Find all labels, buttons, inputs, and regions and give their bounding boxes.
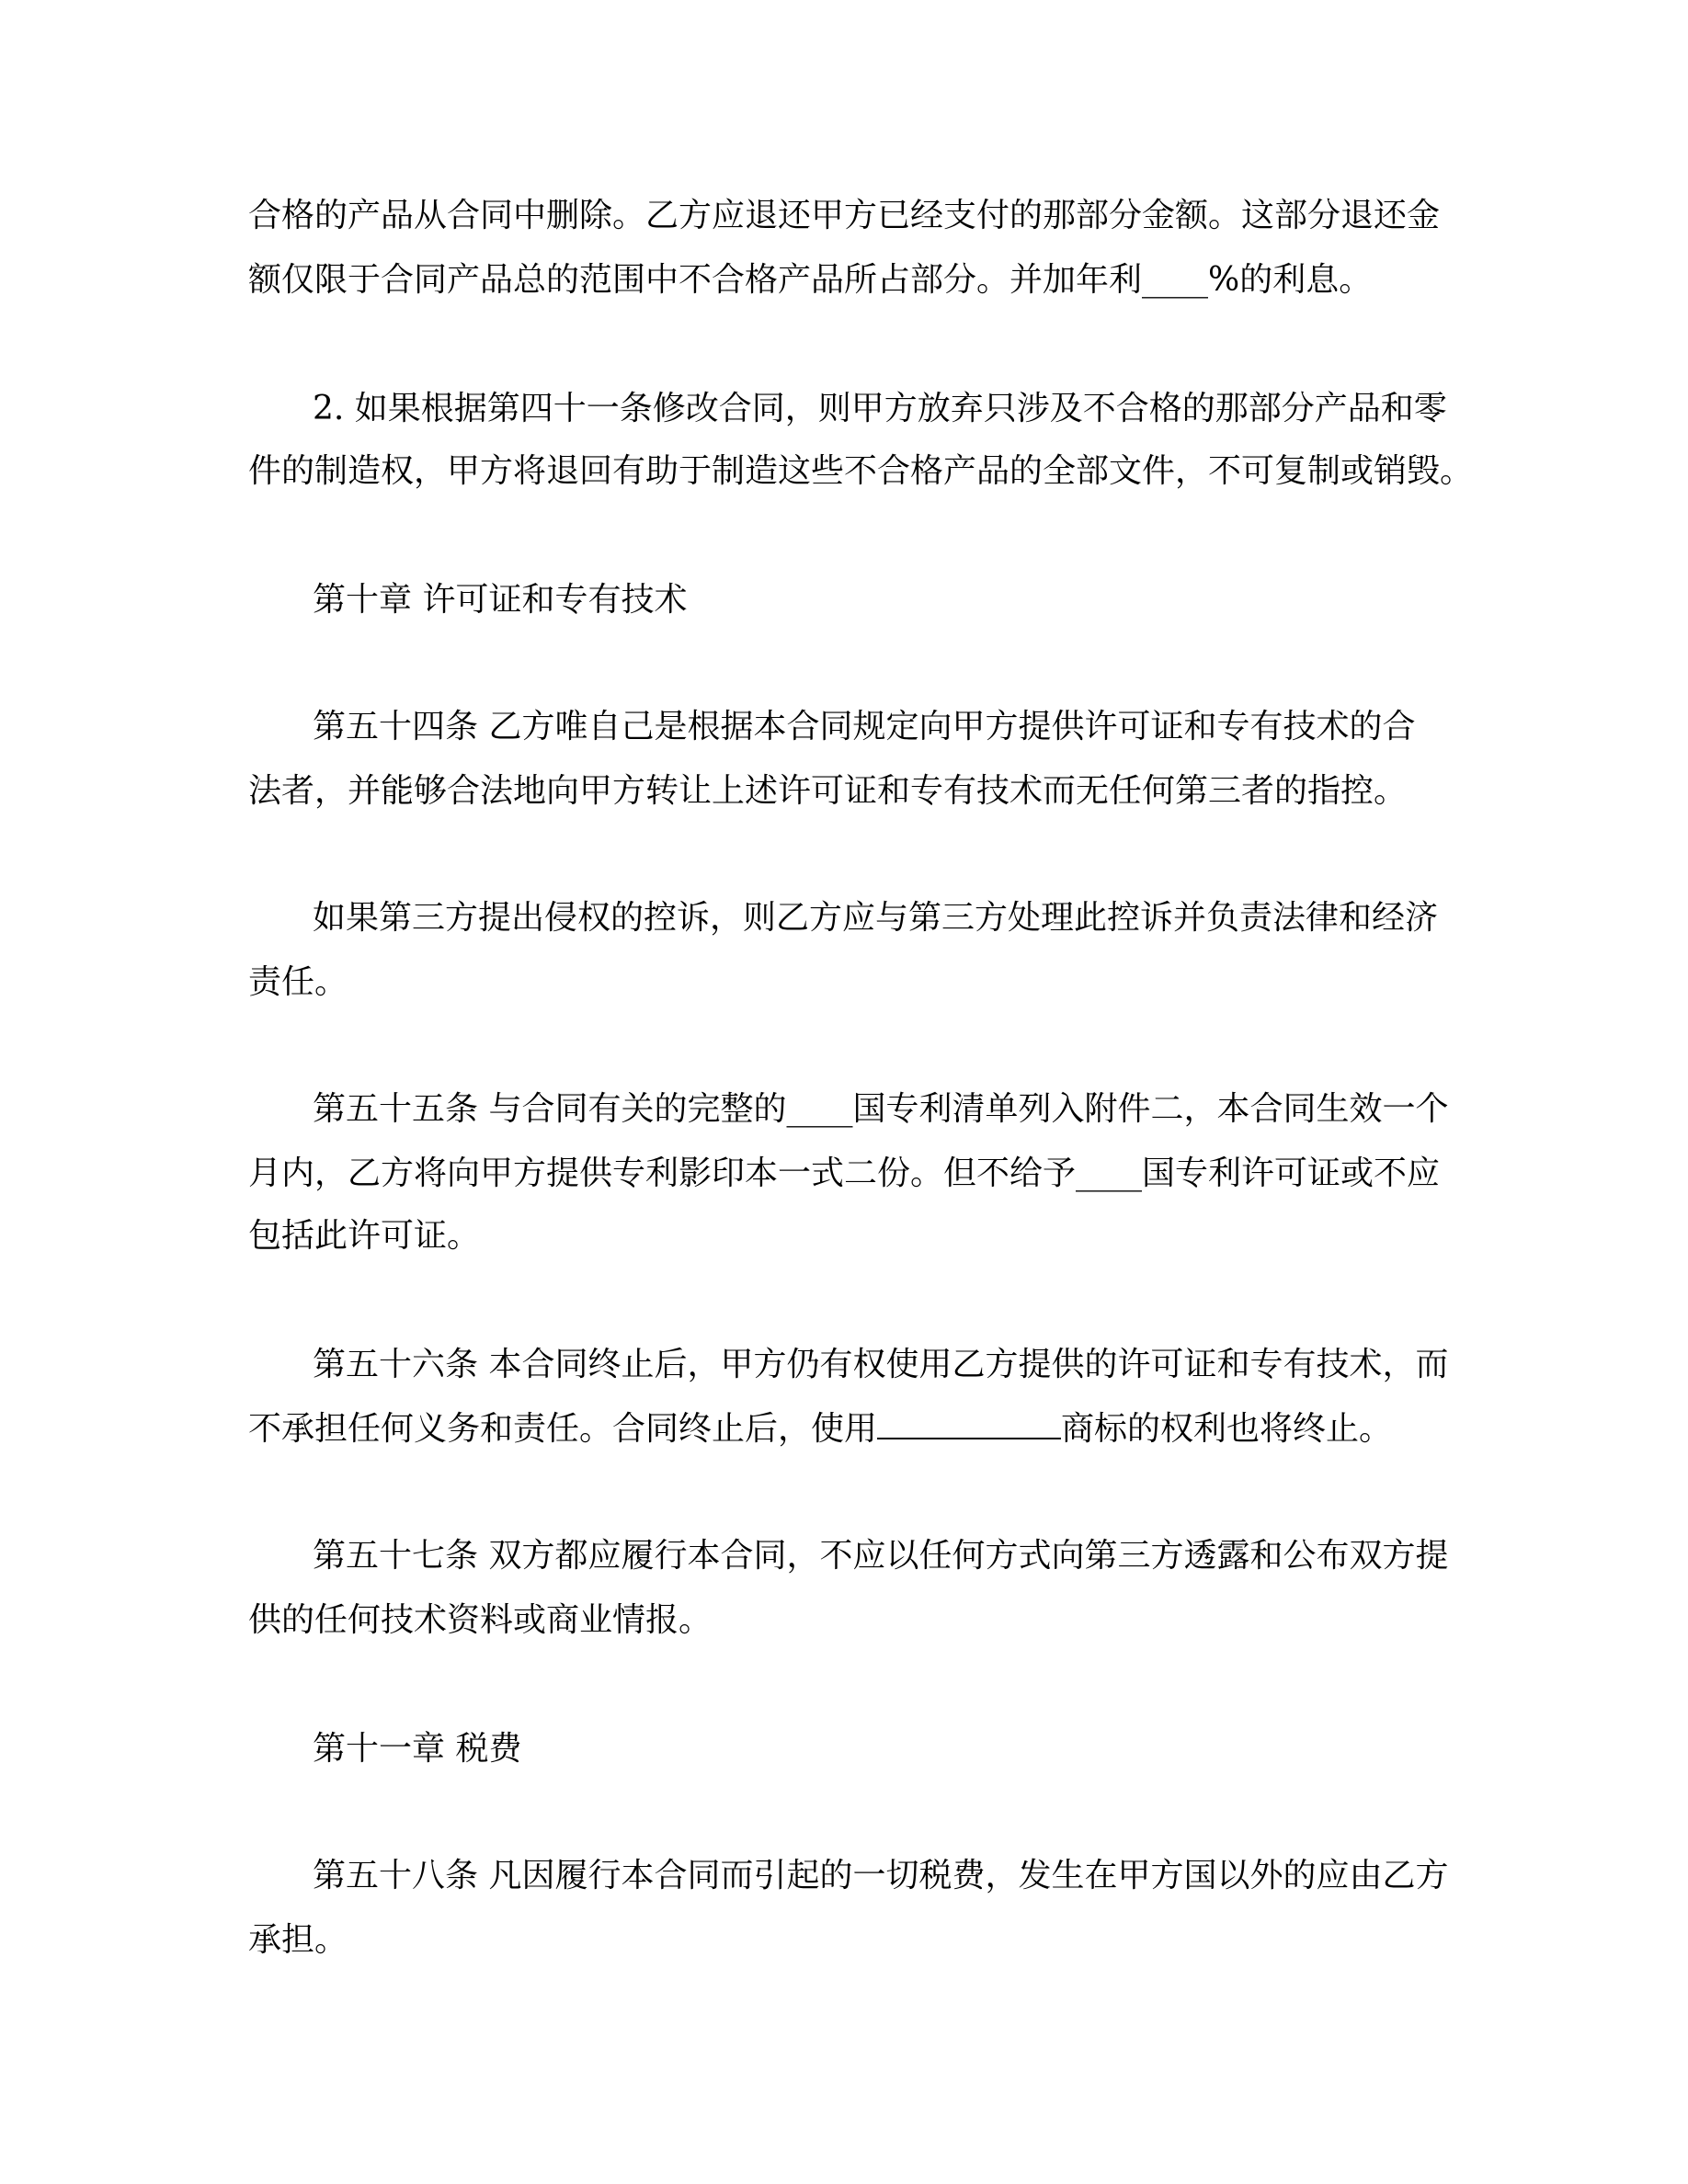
article-line-prefix: 不承担任何义务和责任。合同终止后，使用 [248,1410,878,1448]
article-line: 第五十八条 凡因履行本合同而引起的一切税费，发生在甲方国以外的应由乙方 [313,1857,1449,1894]
article-line: 法者，并能够合法地向甲方转让上述许可证和专有技术而无任何第三者的指控。 [248,772,1408,810]
article-line: 第五十四条 乙方唯自己是根据本合同规定向甲方提供许可证和专有技术的合 [313,708,1416,745]
article-line: 月内，乙方将向甲方提供专利影印本一式二份。但不给予____国专利许可证或不应 [248,1155,1441,1192]
paragraph-line: 件的制造权，甲方将退回有助于制造这些不合格产品的全部文件，不可复制或销毁。 [248,452,1474,490]
trademark-blank [877,1406,1061,1439]
paragraph-line: 如果第三方提出侵权的控诉，则乙方应与第三方处理此控诉并负责法律和经济 [313,899,1439,937]
paragraph-line: 额仅限于合同产品总的范围中不合格产品所占部分。并加年利____%的利息。 [248,261,1373,299]
article-line-with-blank [248,1406,1392,1452]
chapter-heading: 第十章 许可证和专有技术 [313,581,688,619]
paragraph-line: 责任。 [248,963,348,1001]
article-line: 第五十五条 与合同有关的完整的____国专利清单列入附件二，本合同生效一个 [313,1090,1449,1128]
paragraph-line: 2. 如果根据第四十一条修改合同，则甲方放弃只涉及不合格的那部分产品和零 [313,390,1447,427]
article-line: 承担。 [248,1921,348,1959]
paragraph-line: 合格的产品从合同中删除。乙方应退还甲方已经支付的那部分金额。这部分退还金 [248,197,1441,234]
article-line: 第五十六条 本合同终止后，甲方仍有权使用乙方提供的许可证和专有技术，而 [313,1346,1449,1383]
article-line: 包括此许可证。 [248,1217,481,1255]
article-line: 供的任何技术资料或商业情报。 [248,1601,713,1639]
article-line: 第五十七条 双方都应履行本合同，不应以任何方式向第三方透露和公布双方提 [313,1537,1449,1575]
chapter-heading: 第十一章 税费 [313,1730,522,1768]
article-line-suffix: 商标的权利也将终止。 [1061,1410,1393,1448]
